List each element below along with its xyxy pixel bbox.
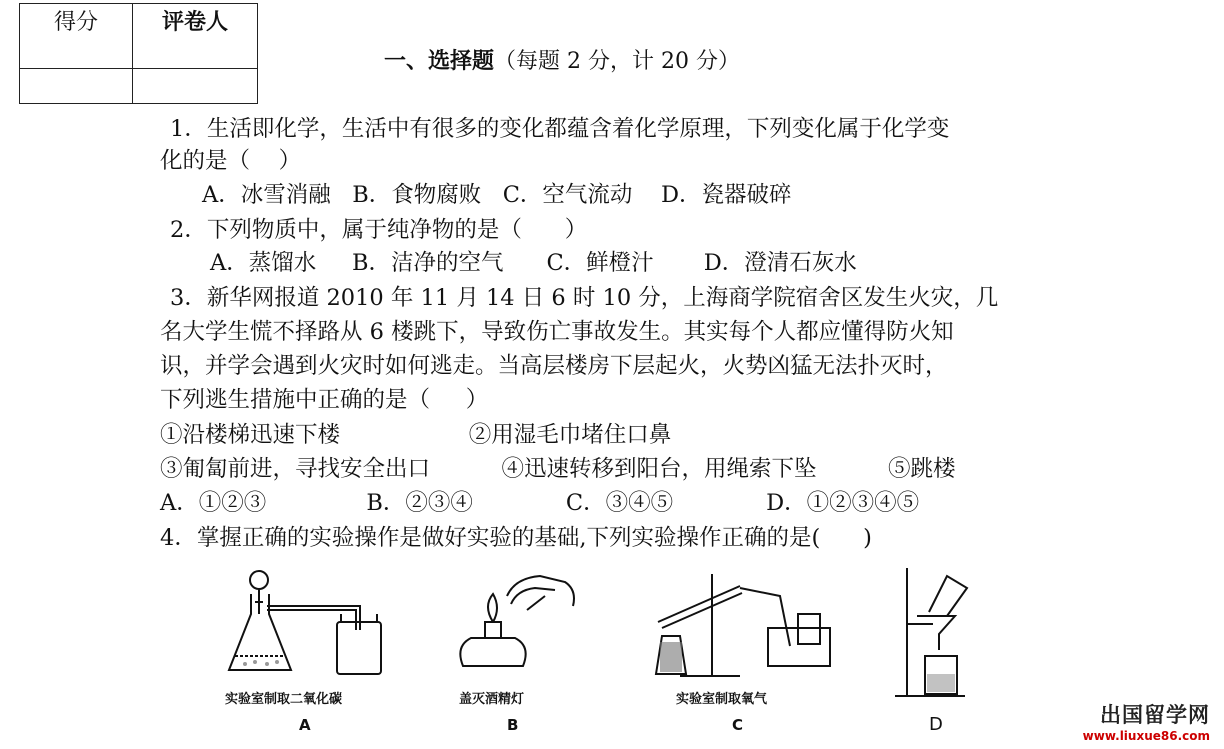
figure-d-letter: D (929, 714, 943, 735)
site-watermark (1083, 699, 1210, 743)
q3-stem-line3: 识，并学会遇到火灾时如何逃走。当高层楼房下层起火，火势凶猛无法扑灭时， (160, 353, 948, 379)
figure-c (640, 566, 840, 734)
q4-stem: 4．掌握正确的实验操作是做好实验的基础,下列实验操作正确的是( ) (160, 525, 872, 551)
figure-d (895, 566, 995, 735)
experiment-figures (215, 566, 1015, 746)
figure-b-letter: B (507, 716, 519, 734)
watermark-brand: 出国留学网 (1100, 703, 1210, 727)
grader-header: 评卷人 (133, 4, 258, 69)
figure-a (215, 566, 405, 734)
q3-stem-line4: 下列逃生措施中正确的是（ ） (160, 387, 489, 413)
q3-measures-1: ①沿楼梯迅速下楼 ②用湿毛巾堵住口鼻 (160, 422, 672, 448)
q3-options: A．①②③ B．②③④ C．③④⑤ D．①②③④⑤ (160, 490, 920, 516)
figure-b (445, 566, 595, 734)
figure-c-letter: C (732, 716, 744, 734)
q1-stem-line2: 化的是（ ） (160, 148, 302, 174)
section-note: （每题 2 分，计 20 分） (494, 49, 740, 74)
watermark-url: www.liuxue86.com (1082, 729, 1210, 743)
q2-stem: 2．下列物质中，属于纯净物的是（ ） (170, 217, 588, 243)
figure-c-caption: 实验室制取氧气 (676, 692, 768, 707)
q2-options: A．蒸馏水 B．洁净的空气 C．鲜橙汁 D．澄清石灰水 (210, 250, 857, 276)
figure-a-letter: A (299, 716, 311, 734)
score-cell (20, 69, 133, 104)
q3-stem-line1: 3．新华网报道 2010 年 11 月 14 日 6 时 10 分，上海商学院宿舍区发生火灾，几 (170, 285, 999, 311)
q1-stem-line1: 1．生活即化学，生活中有很多的变化都蕴含着化学原理，下列变化属于化学变 (170, 116, 950, 142)
section-heading: 一、选择题 (384, 48, 495, 74)
q3-measures-2: ③匍匐前进，寻找安全出口 ④迅速转移到阳台，用绳索下坠 ⑤跳楼 (160, 456, 956, 482)
figure-b-caption: 盖灭酒精灯 (459, 692, 525, 707)
oxygen-apparatus-icon (640, 566, 840, 686)
figure-a-caption: 实验室制取二氧化碳 (225, 692, 343, 707)
filtration-icon (895, 566, 995, 706)
section-title (384, 44, 740, 75)
q1-options: A．冰雪消融 B．食物腐败 C．空气流动 D．瓷器破碎 (202, 182, 792, 208)
score-table (19, 3, 258, 104)
grader-cell (133, 69, 258, 104)
score-header: 得分 (20, 4, 133, 69)
q3-stem-line2: 名大学生慌不择路从 6 楼跳下，导致伤亡事故发生。其实每个人都应懂得防火知 (160, 319, 954, 345)
alcohol-lamp-icon (445, 566, 595, 686)
co2-apparatus-icon (215, 566, 405, 686)
